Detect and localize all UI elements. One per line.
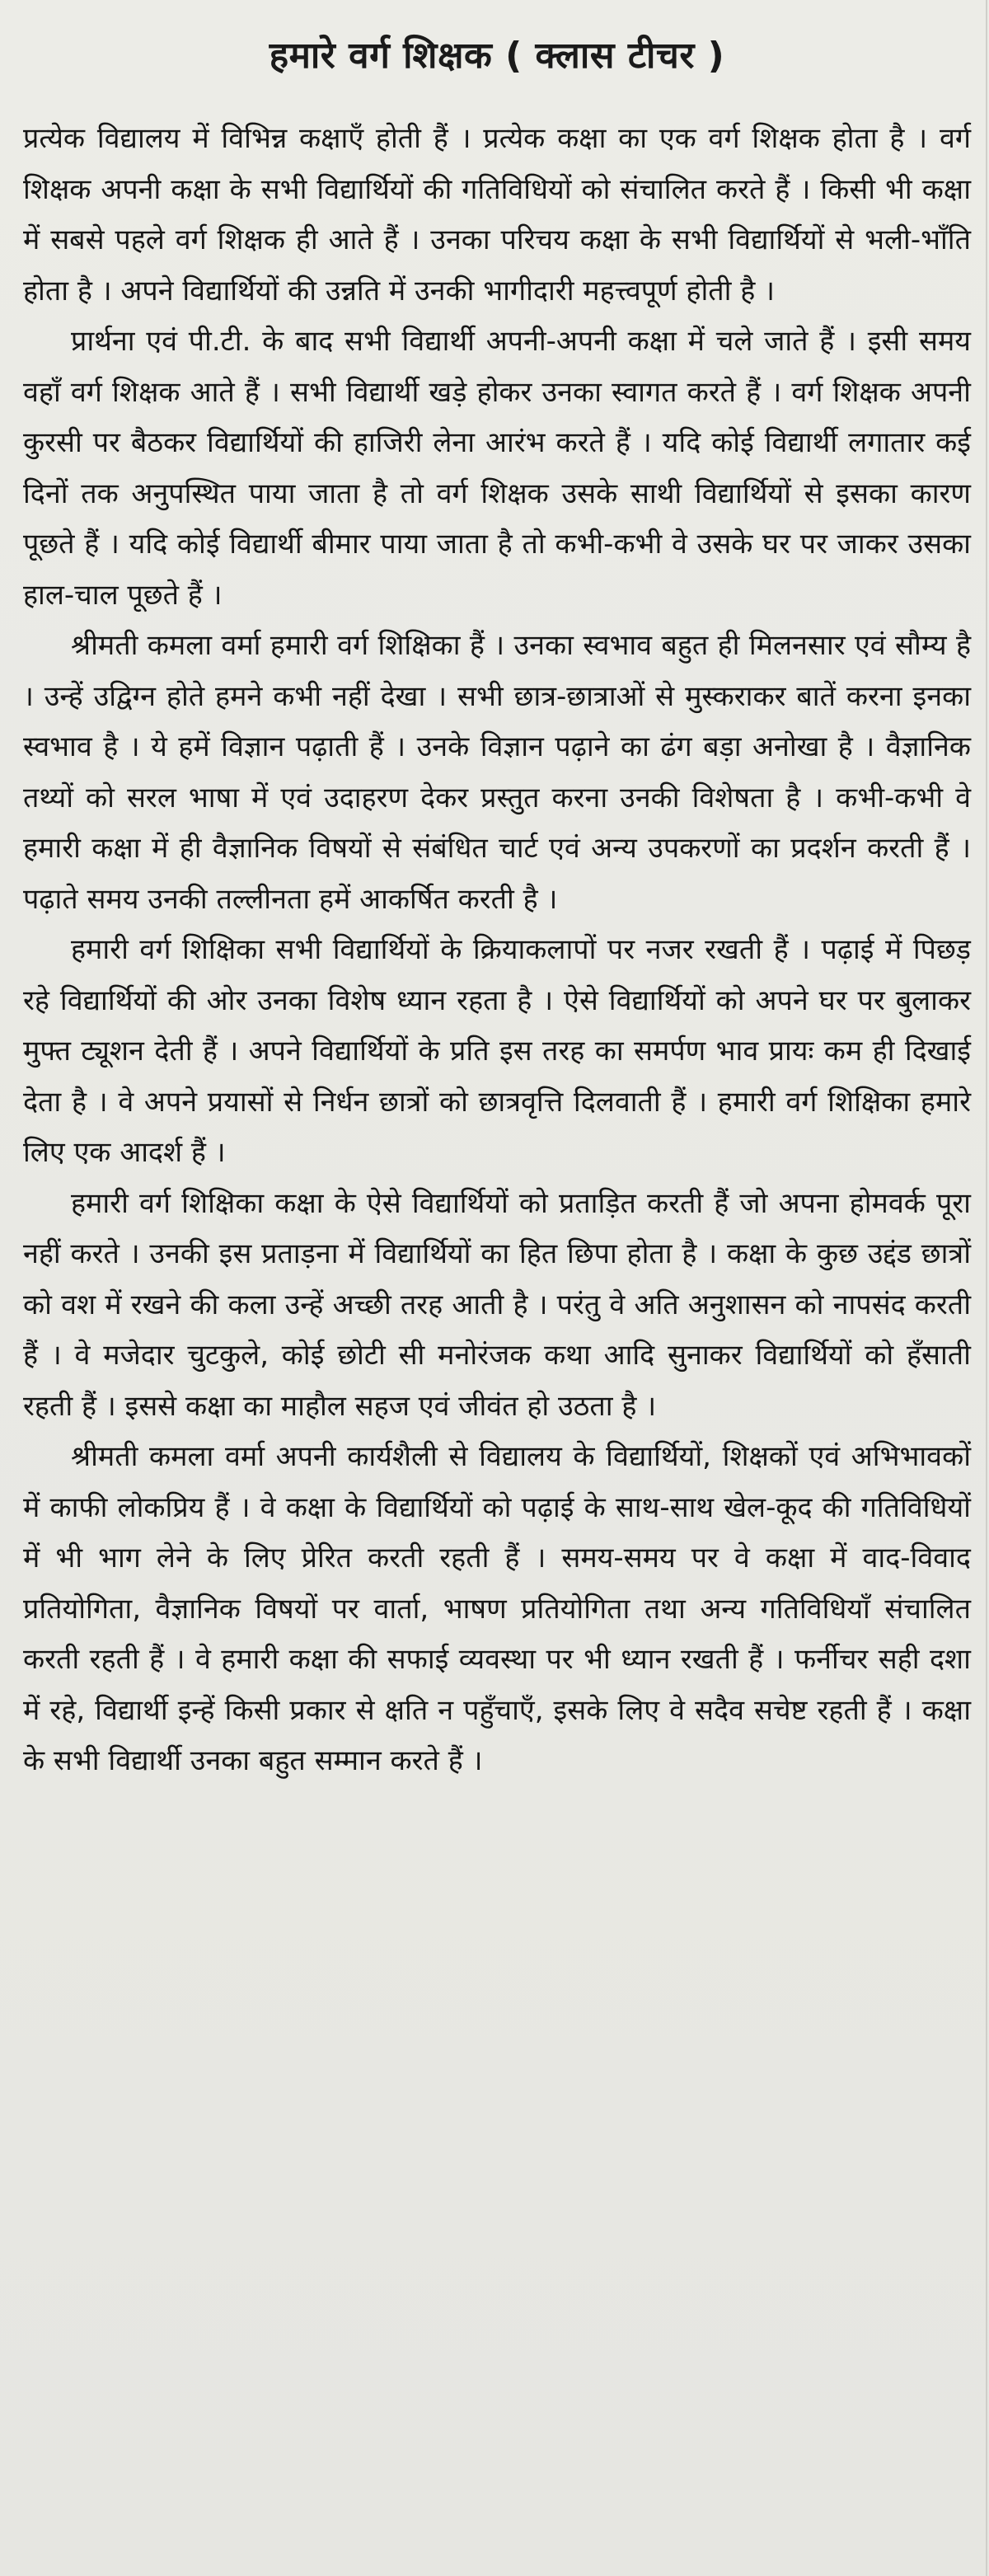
paragraph-5: हमारी वर्ग शिक्षिका कक्षा के ऐसे विद्यार्थियों को प्रताड़ित करती हैं जो अपना होमवर्क पूरा नहीं करते । उनकी इस प्रताड़ना में विद्यार्थियों का हित छिपा होता है । कक्षा के कुछ उद्दंड छात्रों को वश में रखने की कला उन्हें अच्छी तरह आती है । परंतु वे अति अनुशासन को नापसंद करती हैं । वे मजेदार चुटकुले, कोई छोटी सी मनोरंजक कथा आदि सुनाकर विद्यार्थियों को हँसाती रहती हैं । इससे कक्षा का माहौल सहज एवं जीवंत हो उठता है । [23, 1186, 971, 1423]
paragraph-4: हमारी वर्ग शिक्षिका सभी विद्यार्थियों के क्रियाकलापों पर नजर रखती हैं । पढ़ाई में पिछड़ रहे विद्यार्थियों की ओर उनका विशेष ध्यान रहता है । ऐसे विद्यार्थियों को अपने घर पर बुलाकर मुफ्त ट्यूशन देती हैं । अपने विद्यार्थियों के प्रति इस तरह का समर्पण भाव प्रायः कम ही दिखाई देता है । वे अपने प्रयासों से निर्धन छात्रों को छात्रवृत्ति दिलवाती हैं । हमारी वर्ग शिक्षिका हमारे लिए एक आदर्श हैं । [23, 933, 971, 1169]
page-edge-divider [986, 0, 987, 2576]
paragraph-2: प्रार्थना एवं पी.टी. के बाद सभी विद्यार्थी अपनी-अपनी कक्षा में चले जाते हैं । इसी समय वहाँ वर्ग शिक्षक आते हैं । सभी विद्यार्थी खड़े होकर उनका स्वागत करते हैं । वर्ग शिक्षक अपनी कुरसी पर बैठकर विद्यार्थियों की हाजिरी लेना आरंभ करते हैं । यदि कोई विद्यार्थी लगातार कई दिनों तक अनुपस्थित पाया जाता है तो वर्ग शिक्षक उसके साथी विद्यार्थियों से इसका कारण पूछते हैं । यदि कोई विद्यार्थी बीमार पाया जाता है तो कभी-कभी वे उसके घर पर जाकर उसका हाल-चाल पूछते हैं । [23, 325, 971, 612]
paragraph-6: श्रीमती कमला वर्मा अपनी कार्यशैली से विद्यालय के विद्यार्थियों, शिक्षकों एवं अभिभावकों में काफी लोकप्रिय हैं । वे कक्षा के विद्यार्थियों को पढ़ाई के साथ-साथ खेल-कूद की गतिविधियों में भी भाग लेने के लिए प्रेरित करती रहती हैं । समय-समय पर वे कक्षा में वाद-विवाद प्रतियोगिता, वैज्ञानिक विषयों पर वार्ता, भाषण प्रतियोगिता तथा अन्य गतिविधियाँ संचालित करती रहती हैं । वे हमारी कक्षा की सफाई व्यवस्था पर भी ध्यान रखती हैं । फर्नीचर सही दशा में रहे, विद्यार्थी इन्हें किसी प्रकार से क्षति न पहुँचाएँ, इसके लिए वे सदैव सचेष्ट रहती हैं । कक्षा के सभी विद्यार्थी उनका बहुत सम्मान करते हैं । [23, 1440, 971, 1777]
paragraph-1: प्रत्येक विद्यालय में विभिन्न कक्षाएँ होती हैं । प्रत्येक कक्षा का एक वर्ग शिक्षक होता है । वर्ग शिक्षक अपनी कक्षा के सभी विद्यार्थियों की गतिविधियों को संचालित करते हैं । किसी भी कक्षा में सबसे पहले वर्ग शिक्षक ही आते हैं । उनका परिचय कक्षा के सभी विद्यार्थियों से भली-भाँति होता है । अपने विद्यार्थियों की उन्नति में उनकी भागीदारी महत्त्वपूर्ण होती है । [23, 122, 971, 307]
paragraph-3: श्रीमती कमला वर्मा हमारी वर्ग शिक्षिका हैं । उनका स्वभाव बहुत ही मिलनसार एवं सौम्य है । उन्हें उद्विग्न होते हमने कभी नहीं देखा । सभी छात्र-छात्राओं से मुस्कराकर बातें करना इनका स्वभाव है । ये हमें विज्ञान पढ़ाती हैं । उनके विज्ञान पढ़ाने का ढंग बड़ा अनोखा है । वैज्ञानिक तथ्यों को सरल भाषा में एवं उदाहरण देकर प्रस्तुत करना उनकी विशेषता है । कभी-कभी वे हमारी कक्षा में ही वैज्ञानिक विषयों से संबंधित चार्ट एवं अन्य उपकरणों का प्रदर्शन करती हैं । पढ़ाते समय उनकी तल्लीनता हमें आकर्षित करती है । [23, 629, 971, 916]
page-title: हमारे वर्ग शिक्षक ( क्लास टीचर ) [269, 35, 725, 77]
